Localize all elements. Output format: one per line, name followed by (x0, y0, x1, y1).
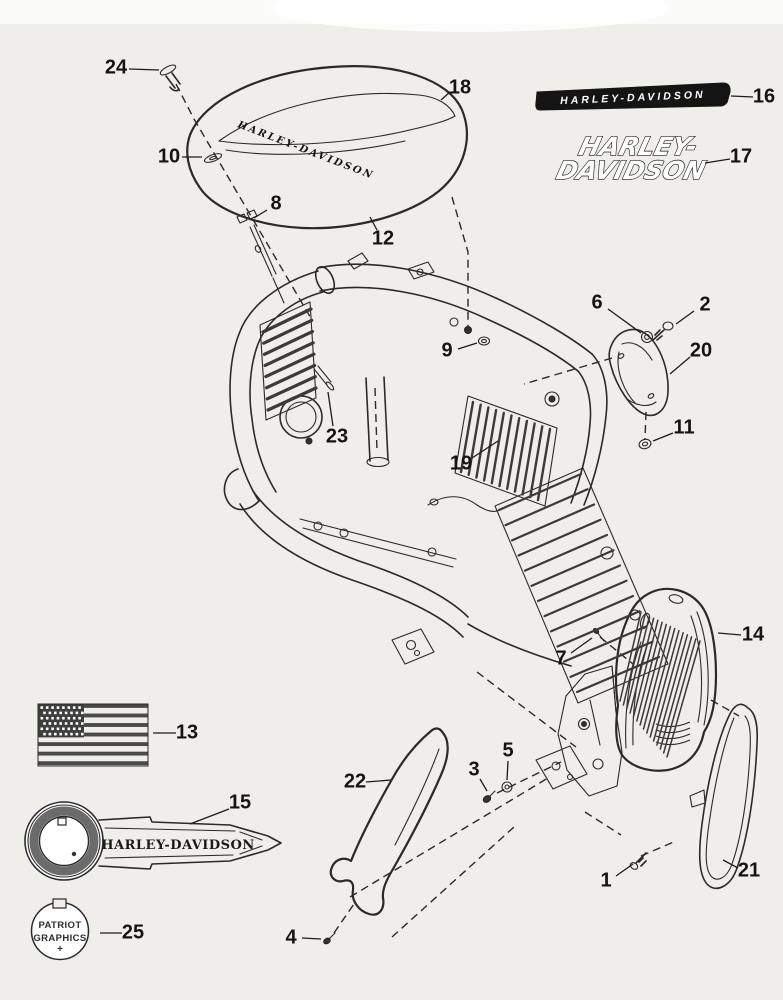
flag-stripe (38, 742, 148, 746)
patriot-line2: GRAPHICS (33, 933, 87, 944)
flag-star (68, 717, 71, 720)
flag-star (41, 706, 44, 709)
tank-script-decal: HARLEY-DAVIDSON (235, 119, 376, 182)
flag-star (70, 722, 73, 725)
flag-star (43, 722, 46, 725)
patriot-symbol: + (57, 944, 63, 955)
flag-star (41, 717, 44, 720)
callout-6: 6 (591, 291, 603, 314)
callout-10: 10 (157, 145, 181, 168)
flag-star (81, 733, 84, 736)
flag-stripe (38, 761, 148, 765)
flag-star (59, 722, 62, 725)
callout-9: 9 (441, 339, 453, 362)
flag-star (68, 728, 71, 731)
callout-15: 15 (228, 791, 252, 814)
flag-star (54, 712, 57, 715)
callout-25: 25 (121, 921, 145, 944)
callout-22: 22 (343, 770, 367, 793)
callout-1: 1 (600, 869, 612, 892)
callout-2: 2 (699, 293, 711, 316)
flag-star (76, 722, 79, 725)
flag-star (41, 728, 44, 731)
callout-5: 5 (502, 739, 514, 762)
callout-13: 13 (175, 721, 199, 744)
flag-stripe (38, 752, 148, 756)
callout-17: 17 (729, 145, 753, 168)
flag-star (43, 712, 46, 715)
flag-star (49, 722, 52, 725)
flag-star (62, 717, 65, 720)
flag-star (65, 733, 68, 736)
flag-star (78, 717, 81, 720)
callout-21: 21 (737, 859, 761, 882)
flag-star (76, 712, 79, 715)
flag-star (49, 712, 52, 715)
callout-8: 8 (270, 192, 282, 215)
flag-star (51, 728, 54, 731)
flag-star (62, 728, 65, 731)
flag-star (57, 706, 60, 709)
flag-star (57, 728, 60, 731)
flag-star (51, 717, 54, 720)
flag-canton (38, 704, 84, 737)
callout-24: 24 (104, 56, 128, 79)
flag-star (81, 712, 84, 715)
flag-star (70, 733, 73, 736)
flag-star (78, 706, 81, 709)
bar-logo-text: HARLEY-DAVIDSON (559, 88, 706, 108)
flag-star (62, 706, 65, 709)
flag-star (78, 728, 81, 731)
flag-star (59, 733, 62, 736)
patriot-line1: PATRIOT (38, 920, 82, 931)
flag-star (65, 712, 68, 715)
flag-star (49, 733, 52, 736)
callout-7: 7 (555, 647, 567, 670)
flag-star (73, 717, 76, 720)
panel19-bolt-inner (549, 396, 555, 402)
left-opening-bolt (306, 438, 312, 444)
flag-star (54, 733, 57, 736)
callout-19: 19 (449, 452, 473, 475)
stacked-logo-line2: DAVIDSON (553, 155, 709, 185)
flag-star (59, 712, 62, 715)
key-notch (58, 818, 66, 825)
callout-14: 14 (741, 623, 765, 646)
callout-3: 3 (468, 758, 480, 781)
flag-star (73, 706, 76, 709)
flag-star (76, 733, 79, 736)
callout-12: 12 (371, 227, 395, 250)
stacked-logo-line1: HARLEY- (575, 131, 701, 161)
flag-star (81, 722, 84, 725)
flag-star (70, 712, 73, 715)
bracket-hole-1-inner (582, 722, 587, 727)
flag-star (54, 722, 57, 725)
callout-11: 11 (673, 416, 695, 439)
flag-star (46, 728, 49, 731)
flag-star (51, 706, 54, 709)
callout-20: 20 (689, 339, 713, 362)
flag-star (43, 733, 46, 736)
flag-star (68, 706, 71, 709)
callout-18: 18 (448, 76, 472, 99)
patriot-notch (53, 899, 66, 908)
flag-star (73, 728, 76, 731)
callout-16: 16 (752, 85, 776, 108)
flag-star (46, 706, 49, 709)
key-logo-text: HARLEY-DAVIDSON (101, 838, 255, 853)
key-dot (72, 852, 76, 856)
flag-star (57, 717, 60, 720)
flag-star (65, 722, 68, 725)
callout-4: 4 (285, 926, 297, 949)
callout-23: 23 (325, 425, 349, 448)
flag-star (46, 717, 49, 720)
